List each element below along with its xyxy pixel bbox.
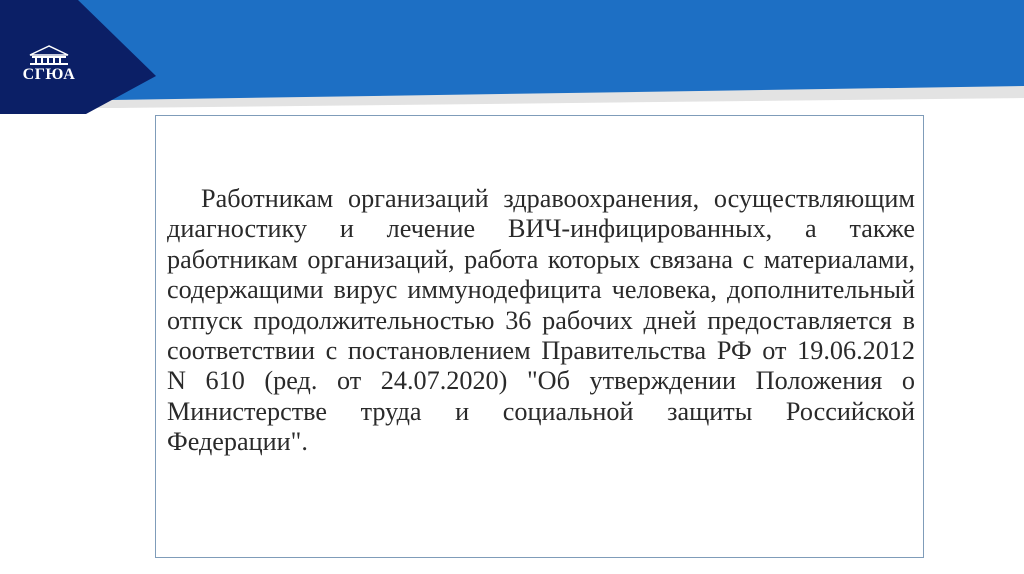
header-banner [0, 0, 1024, 120]
main-paragraph: Работникам организаций здравоохранения, осуществляющим диагностику и лечение ВИЧ-инфицированных, а также работникам организаций, работа которых связана с материалами, содержащими вирус иммунодефицита человека, дополнительный отпуск продолжительностью 36 рабочих дней предоставляется в соответствии с постановлением Правительства РФ от 19.06.2012 N 610 (ред. от 24.07.2020) "Об утверждении Положения о Министерстве труда и социальной защиты Российской Федерации". [167, 184, 915, 457]
header-graphic [0, 0, 1024, 120]
content-frame [155, 115, 924, 558]
sgua-logo [16, 44, 82, 94]
building-icon [16, 44, 82, 66]
logo-text: СГЮА [22, 66, 76, 83]
